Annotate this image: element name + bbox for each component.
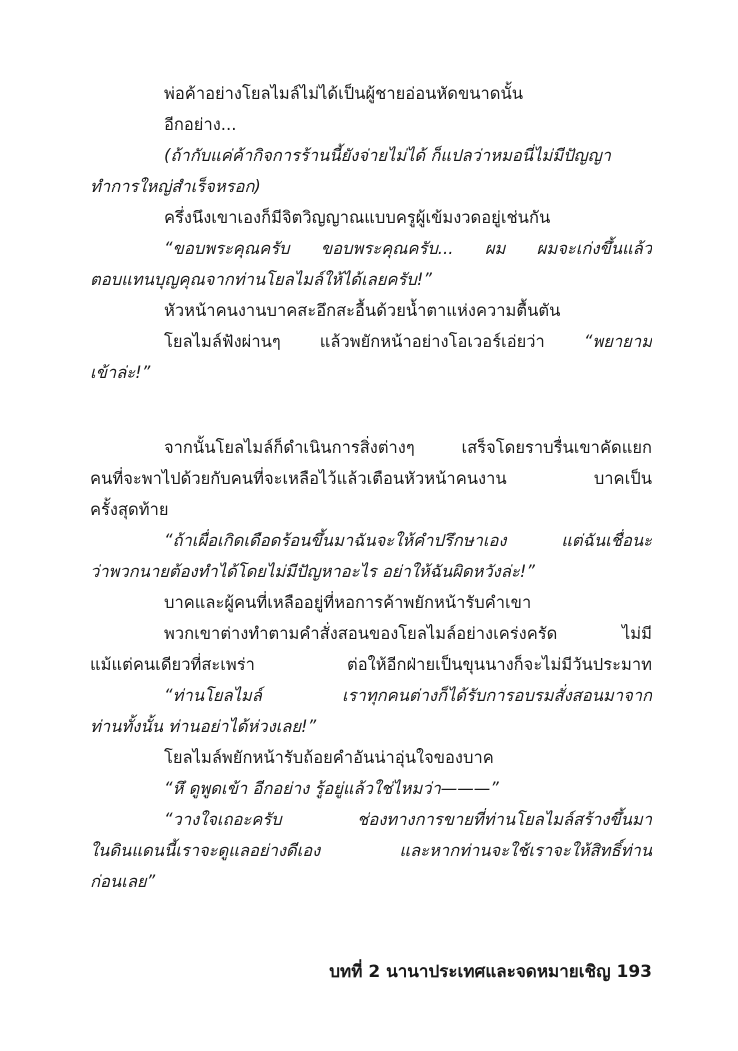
narration-text: โยลไมล์ฟังผ่านๆ แล้วพยักหน้าอย่างโอเวอร์เอ่ยว่า xyxy=(164,332,545,351)
paragraph-line: พวกเขาต่างทำตามคำสั่งสอนของโยลไมล์อย่างเคร่งครัด ไม่มี xyxy=(164,624,652,643)
paragraph-line: ครั้งสุดท้าย xyxy=(90,500,169,519)
dialogue-line: “ขอบพระคุณครับ ขอบพระคุณครับ... ผม ผมจะเก่งขึ้นแล้ว xyxy=(164,239,652,258)
paragraph-line: หัวหน้าคนงานบาคสะอึกสะอื้นด้วยน้ำตาแห่งความตื้นตัน xyxy=(164,301,561,320)
thought-line: ทำการใหญ่สำเร็จหรอก) xyxy=(90,177,261,196)
dialogue-line: ว่าพวกนายต้องทำได้โดยไม่มีปัญหาอะไร อย่าให้ฉันผิดหวังล่ะ!” xyxy=(90,562,535,581)
paragraph-line: บาคและผู้คนที่เหลืออยู่ที่หอการค้าพยักหน้ารับคำเขา xyxy=(164,593,532,612)
dialogue-text: “พยายาม xyxy=(583,332,652,351)
dialogue-line: “วางใจเถอะครับ ช่องทางการขายที่ท่านโยลไมล์สร้างขึ้นมา xyxy=(164,810,652,829)
section-break xyxy=(90,388,652,432)
page-footer xyxy=(329,958,652,985)
paragraph-line: แม้แต่คนเดียวที่สะเพร่า ต่อให้อีกฝ่ายเป็นขุนนางก็จะไม่มีวันประมาท xyxy=(90,655,652,674)
paragraph-line: พ่อค้าอย่างโยลไมล์ไม่ได้เป็นผู้ชายอ่อนหัดขนาดนั้น xyxy=(164,84,524,103)
paragraph-line xyxy=(90,326,652,357)
dialogue-line: ตอบแทนบุญคุณจากท่านโยลไมล์ให้ได้เลยครับ!” xyxy=(90,270,432,289)
dialogue-line: “ท่านโยลไมล์ เราทุกคนต่างก็ได้รับการอบรมสั่งสอนมาจาก xyxy=(164,686,652,705)
paragraph-line: ครึ่งนึงเขาเองก็มีจิตวิญญาณแบบครูผู้เข้มงวดอยู่เช่นกัน xyxy=(164,208,551,227)
dialogue-line: “หึ ดูพูดเข้า อีกอย่าง รู้อยู่แล้วใช่ไหมว่า———” xyxy=(164,779,499,798)
page-number: 193 xyxy=(616,962,652,982)
dialogue-line: ท่านทั้งนั้น ท่านอย่าได้ห่วงเลย!” xyxy=(90,717,317,736)
paragraph-line: จากนั้นโยลไมล์ก็ดำเนินการสิ่งต่างๆ เสร็จโดยราบรื่นเขาคัดแยก xyxy=(164,438,652,457)
body-text xyxy=(90,78,652,897)
paragraph-line: อีกอย่าง... xyxy=(164,115,237,134)
paragraph-line: คนที่จะพาไปด้วยกับคนที่จะเหลือไว้แล้วเตือนหัวหน้าคนงาน บาคเป็น xyxy=(90,469,652,488)
paragraph-line: โยลไมล์พยักหน้ารับถ้อยคำอันน่าอุ่นใจของบาค xyxy=(164,748,494,767)
dialogue-line: ก่อนเลย” xyxy=(90,872,156,891)
dialogue-line: “ถ้าเผื่อเกิดเดือดร้อนขึ้นมาฉันจะให้คำปรึกษาเอง แต่ฉันเชื่อนะ xyxy=(164,531,652,550)
chapter-label: บทที่ 2 นานาประเทศและจดหมายเชิญ xyxy=(329,962,611,982)
thought-line: (ถ้ากับแค่ค้ากิจการร้านนี้ยังจ่ายไม่ได้ ก็แปลว่าหมอนี่ไม่มีปัญญา xyxy=(164,146,611,165)
dialogue-line: ในดินแดนนี้เราจะดูแลอย่างดีเอง และหากท่านจะใช้เราจะให้สิทธิ์ท่าน xyxy=(90,841,652,860)
dialogue-line: เข้าล่ะ!” xyxy=(90,363,151,382)
